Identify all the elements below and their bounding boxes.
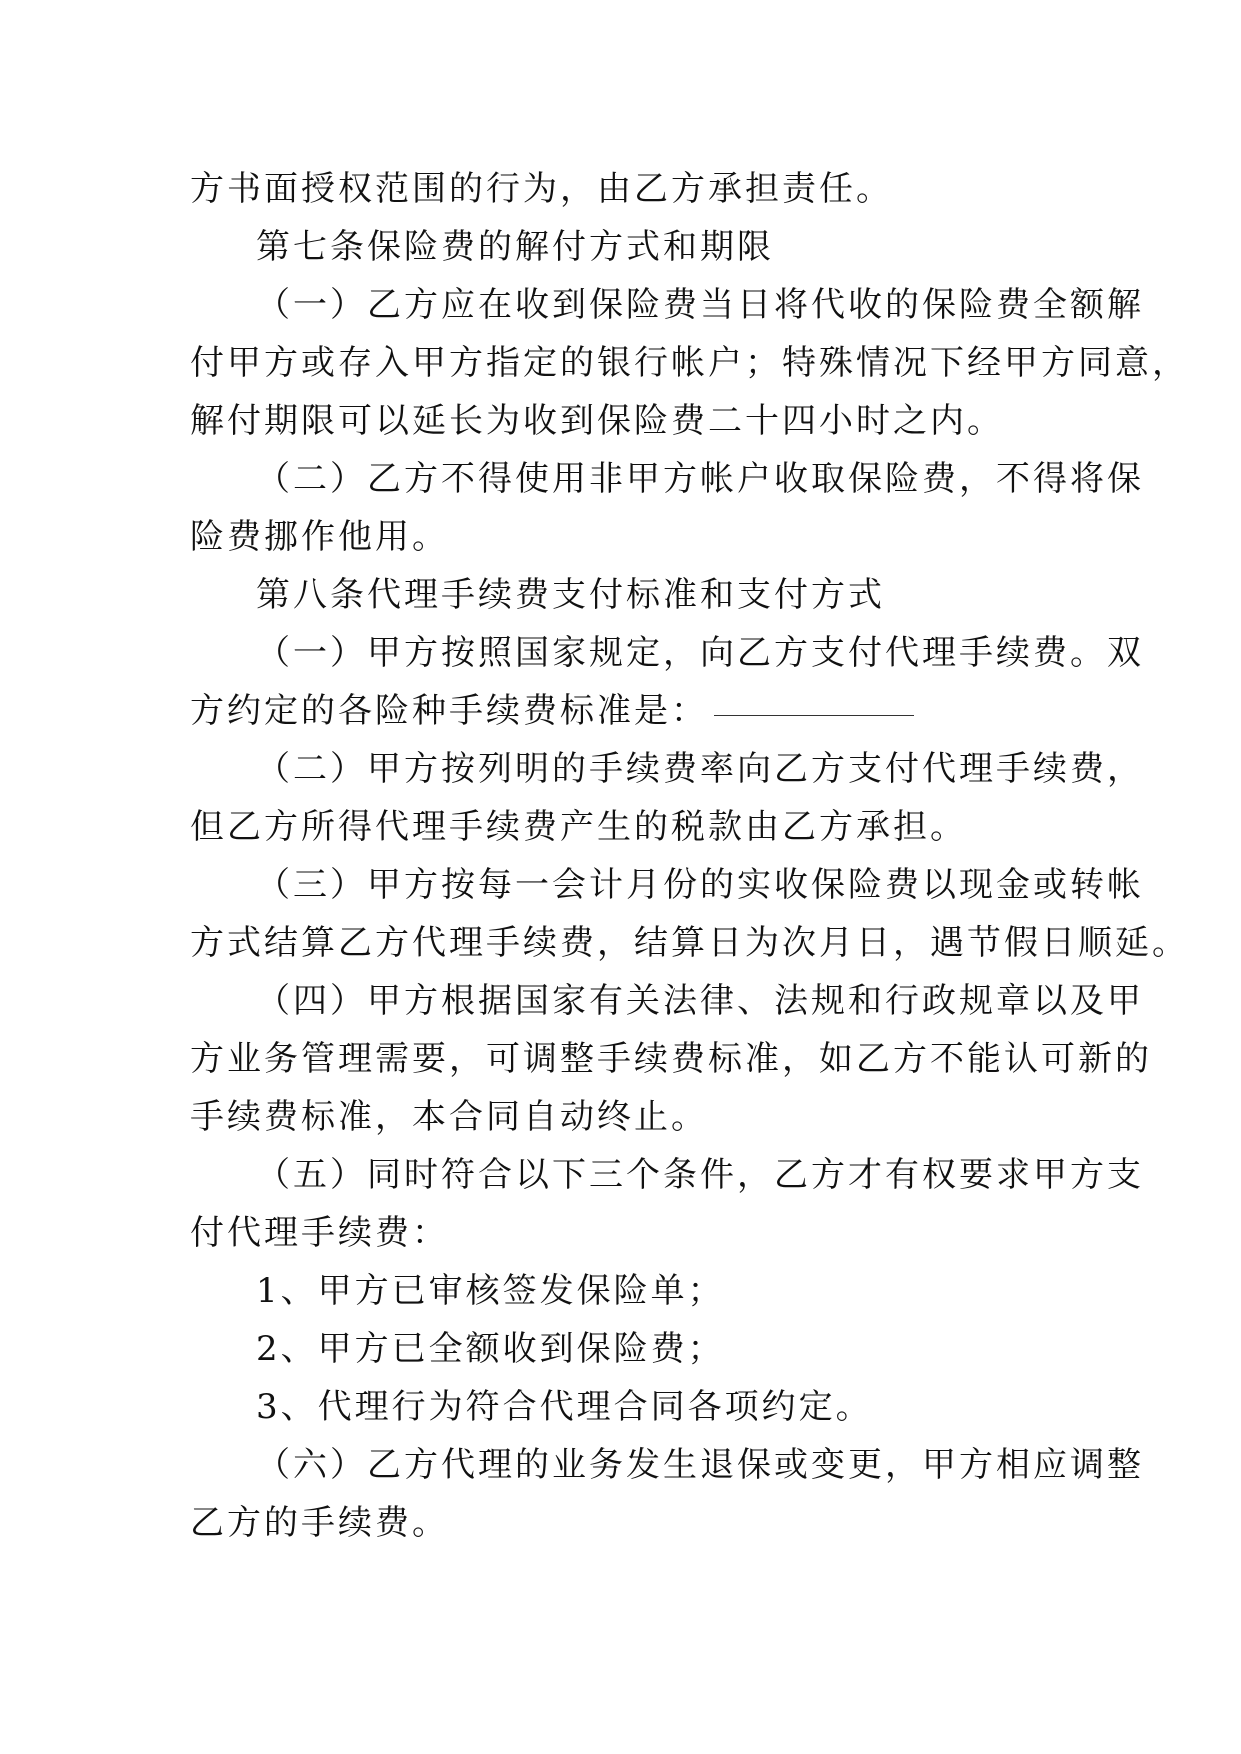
paragraph-line: 方业务管理需要，可调整手续费标准，如乙方不能认可新的 bbox=[190, 1039, 1152, 1079]
document-body bbox=[190, 160, 1189, 1552]
article-heading-8: 第八条代理手续费支付标准和支付方式 bbox=[256, 575, 885, 615]
paragraph-line: 但乙方所得代理手续费产生的税款由乙方承担。 bbox=[190, 807, 967, 847]
list-item: 3、代理行为符合代理合同各项约定。 bbox=[256, 1387, 873, 1427]
list-item: 1、甲方已审核签发保险单； bbox=[256, 1271, 725, 1311]
paragraph-line: （二）甲方按列明的手续费率向乙方支付代理手续费， bbox=[256, 749, 1144, 789]
paragraph-line: （一）甲方按照国家规定，向乙方支付代理手续费。双 bbox=[256, 633, 1144, 673]
paragraph-line: （六）乙方代理的业务发生退保或变更，甲方相应调整 bbox=[256, 1445, 1144, 1485]
article-heading-7: 第七条保险费的解付方式和期限 bbox=[256, 227, 774, 267]
paragraph-line: （五）同时符合以下三个条件，乙方才有权要求甲方支 bbox=[256, 1155, 1144, 1195]
paragraph-line: 解付期限可以延长为收到保险费二十四小时之内。 bbox=[190, 401, 1004, 441]
paragraph-line: 付代理手续费： bbox=[190, 1213, 449, 1253]
fee-standard-line bbox=[190, 682, 1060, 740]
paragraph-line: 乙方的手续费。 bbox=[190, 1503, 449, 1543]
fill-in-blank bbox=[714, 715, 914, 716]
paragraph-line: （二）乙方不得使用非甲方帐户收取保险费，不得将保 bbox=[256, 459, 1144, 499]
paragraph-line: （一）乙方应在收到保险费当日将代收的保险费全额解 bbox=[256, 285, 1144, 325]
paragraph-line: 险费挪作他用。 bbox=[190, 517, 449, 557]
paragraph-line: 手续费标准，本合同自动终止。 bbox=[190, 1097, 708, 1137]
paragraph-line: （四）甲方根据国家有关法律、法规和行政规章以及甲 bbox=[256, 981, 1144, 1021]
paragraph-line: 付甲方或存入甲方指定的银行帐户；特殊情况下经甲方同意， bbox=[190, 343, 1189, 383]
paragraph-line: 方书面授权范围的行为，由乙方承担责任。 bbox=[190, 169, 893, 209]
paragraph-line: （三）甲方按每一会计月份的实收保险费以现金或转帐 bbox=[256, 865, 1144, 905]
paragraph-line: 方式结算乙方代理手续费，结算日为次月日，遇节假日顺延。 bbox=[190, 923, 1189, 963]
list-item: 2、甲方已全额收到保险费； bbox=[256, 1329, 725, 1369]
paragraph-line: 方约定的各险种手续费标准是： bbox=[190, 691, 708, 731]
